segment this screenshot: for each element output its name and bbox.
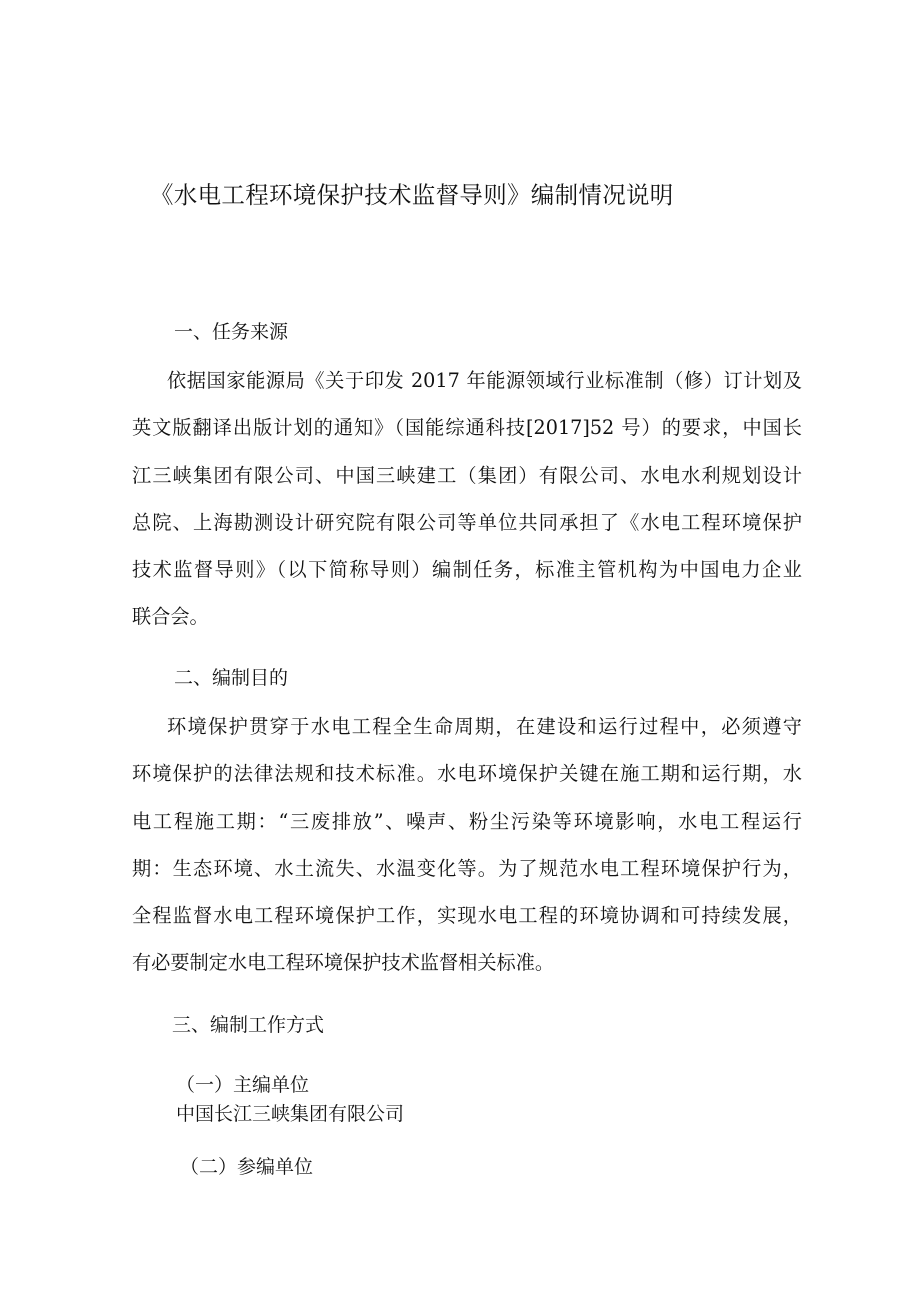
paragraph-line: 环境保护贯穿于水电工程全生命周期，在建设和运行过程中，必须遵守 [167, 715, 802, 738]
paragraph-line: 电工程施工期：“三废排放”、噪声、粉尘污染等环境影响，水电工程运行 [132, 809, 802, 833]
section-heading-working-method: 三、编制工作方式 [172, 1014, 325, 1036]
paragraph-line: 联合会。 [132, 605, 209, 629]
paragraph-line: 全程监督水电工程环境保护工作，实现水电工程的环境协调和可持续发展， [132, 904, 802, 928]
section-paragraph-task-source [132, 357, 802, 641]
paragraph-line: 总院、上海勘测设计研究院有限公司等单位共同承担了《水电工程环境保护 [132, 510, 802, 534]
subsection-heading-chief-editor: （一）主编单位 [176, 1074, 310, 1096]
subsection-body-chief-editor: 中国长江三峡集团有限公司 [176, 1103, 405, 1125]
section-heading-purpose: 二、编制目的 [174, 667, 289, 689]
section-paragraph-purpose [132, 703, 802, 987]
paragraph-line: 期：生态环境、水土流失、水温变化等。为了规范水电工程环境保护行为， [132, 856, 802, 880]
document-title: 《水电工程环境保护技术监督导则》编制情况说明 [150, 181, 674, 209]
paragraph-line: 依据国家能源局《关于印发 2017 年能源领域行业标准制（修）订计划及 [167, 369, 802, 392]
paragraph-line: 环境保护的法律法规和技术标准。水电环境保护关键在施工期和运行期，水 [132, 762, 802, 786]
paragraph-line: 技术监督导则》（以下简称导则）编制任务，标准主管机构为中国电力企业 [132, 558, 802, 582]
paragraph-line: 有必要制定水电工程环境保护技术监督相关标准。 [132, 951, 555, 975]
paragraph-line: 英文版翻译出版计划的通知》（国能综通科技[2017]52 号）的要求，中国长 [132, 416, 802, 440]
paragraph-line: 江三峡集团有限公司、中国三峡建工（集团）有限公司、水电水利规划设计 [132, 463, 802, 487]
section-heading-task-source: 一、任务来源 [174, 321, 289, 343]
subsection-heading-participating-units: （二）参编单位 [180, 1156, 314, 1178]
